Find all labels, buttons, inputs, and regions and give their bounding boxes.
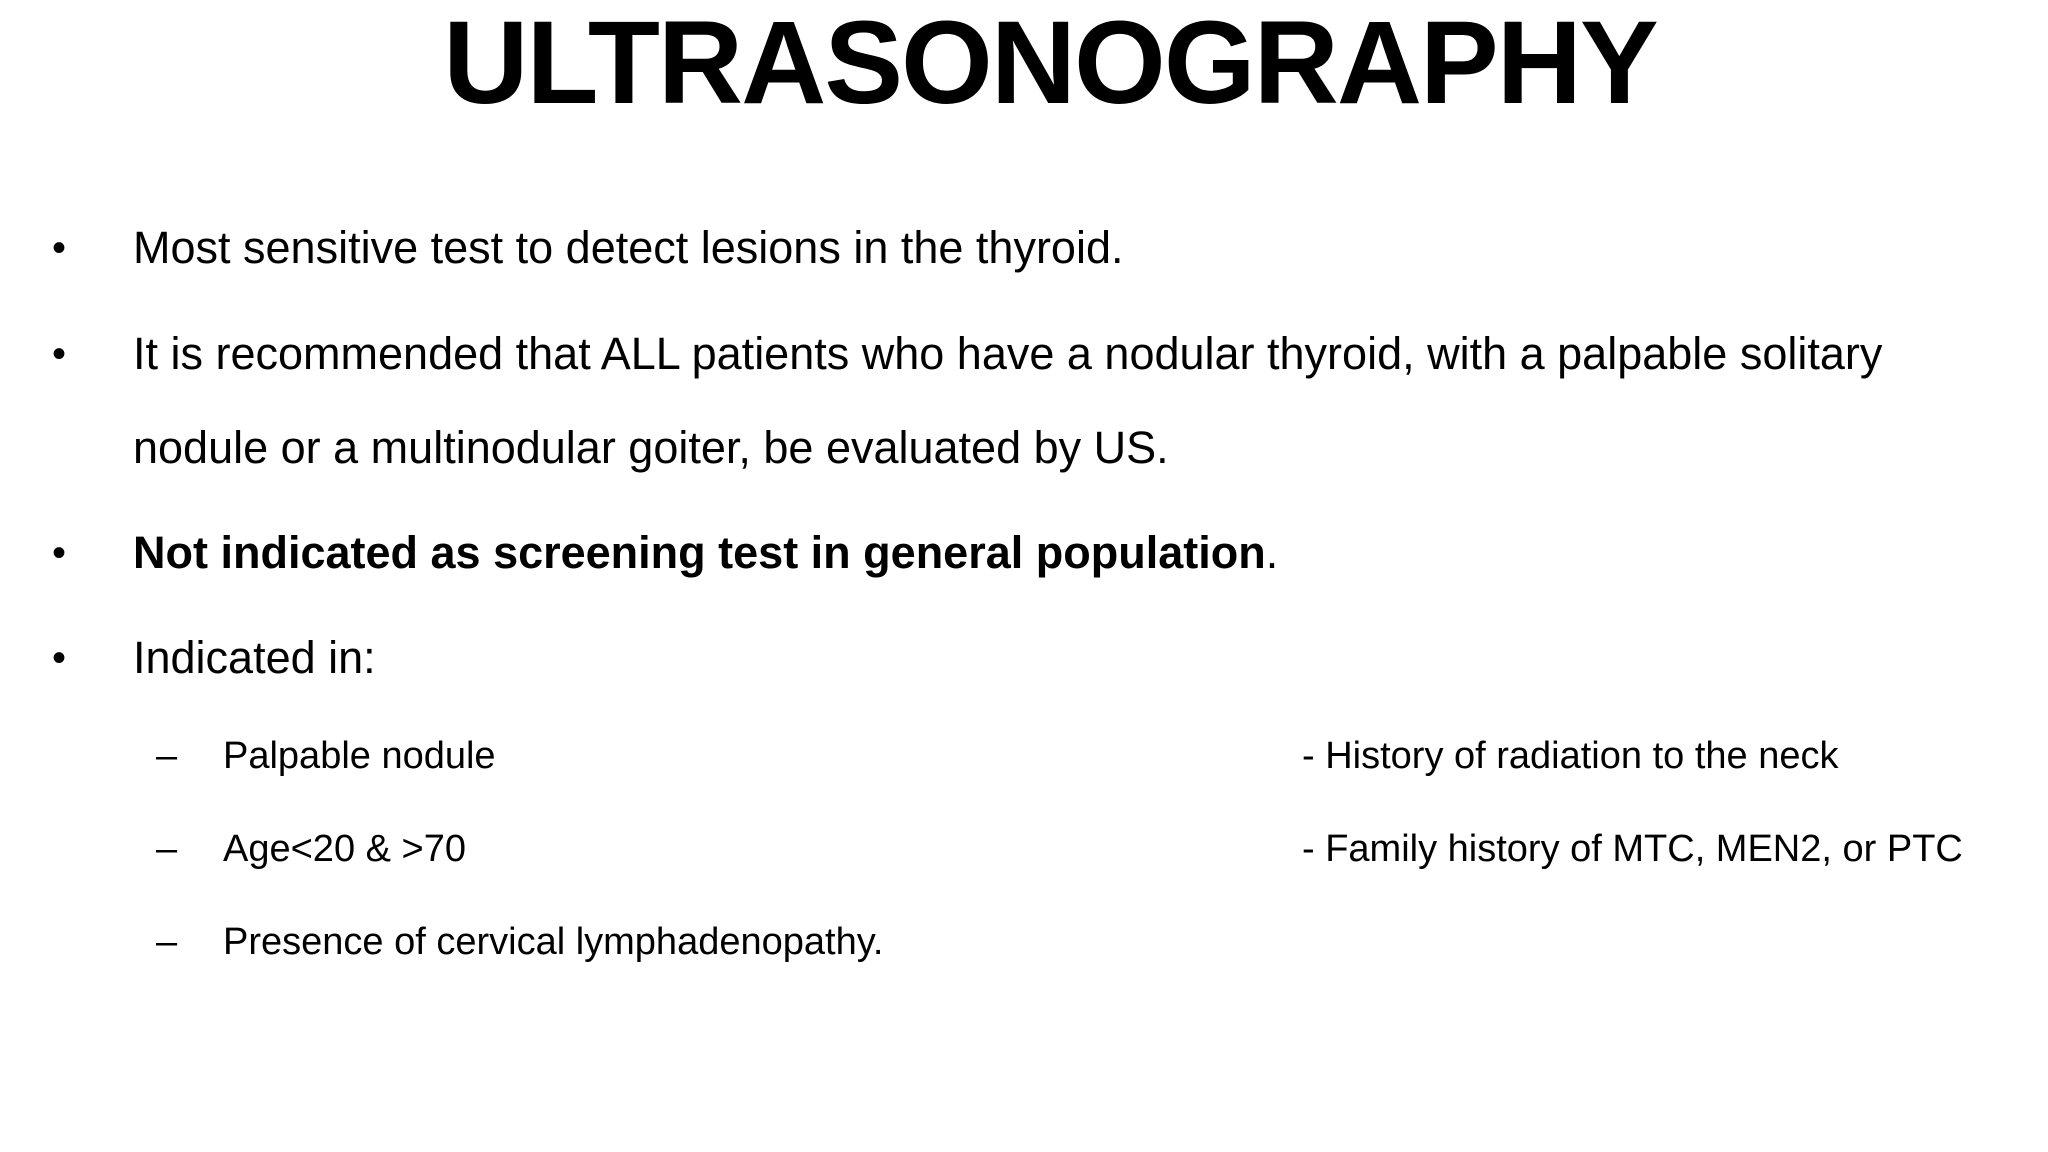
bullet-text-line-2: nodule or a multinodular goiter, be evaluated by US. <box>133 422 1169 473</box>
dash-icon: – <box>156 921 178 963</box>
bullet-text: Most sensitive test to detect lesions in the thyroid. <box>133 222 1124 273</box>
right-item-text: - Family history of MTC, MEN2, or PTC <box>1302 828 1963 870</box>
bullet-text: Indicated in: <box>133 632 376 683</box>
dash-icon: – <box>156 735 178 777</box>
slide-title: ULTRASONOGRAPHY <box>443 0 1657 129</box>
bullet-icon: • <box>52 226 67 270</box>
sub-item-text: Presence of cervical lymphadenopathy. <box>223 921 884 963</box>
bullet-text <box>133 506 1278 600</box>
bullet-icon: • <box>52 531 67 575</box>
dash-icon: – <box>156 828 178 870</box>
bullet-icon: • <box>52 636 67 680</box>
bullet-suffix: . <box>1265 527 1279 578</box>
sub-item-text: Palpable nodule <box>223 735 496 777</box>
right-item-text: - History of radiation to the neck <box>1302 735 1839 777</box>
bullet-icon: • <box>52 332 67 376</box>
bullet-bold-text: Not indicated as screening test in general population <box>133 527 1266 578</box>
bullet-text-line-1: It is recommended that ALL patients who have a nodular thyroid, with a palpable solitary <box>133 328 1883 379</box>
sub-item-text: Age<20 & >70 <box>223 828 466 870</box>
